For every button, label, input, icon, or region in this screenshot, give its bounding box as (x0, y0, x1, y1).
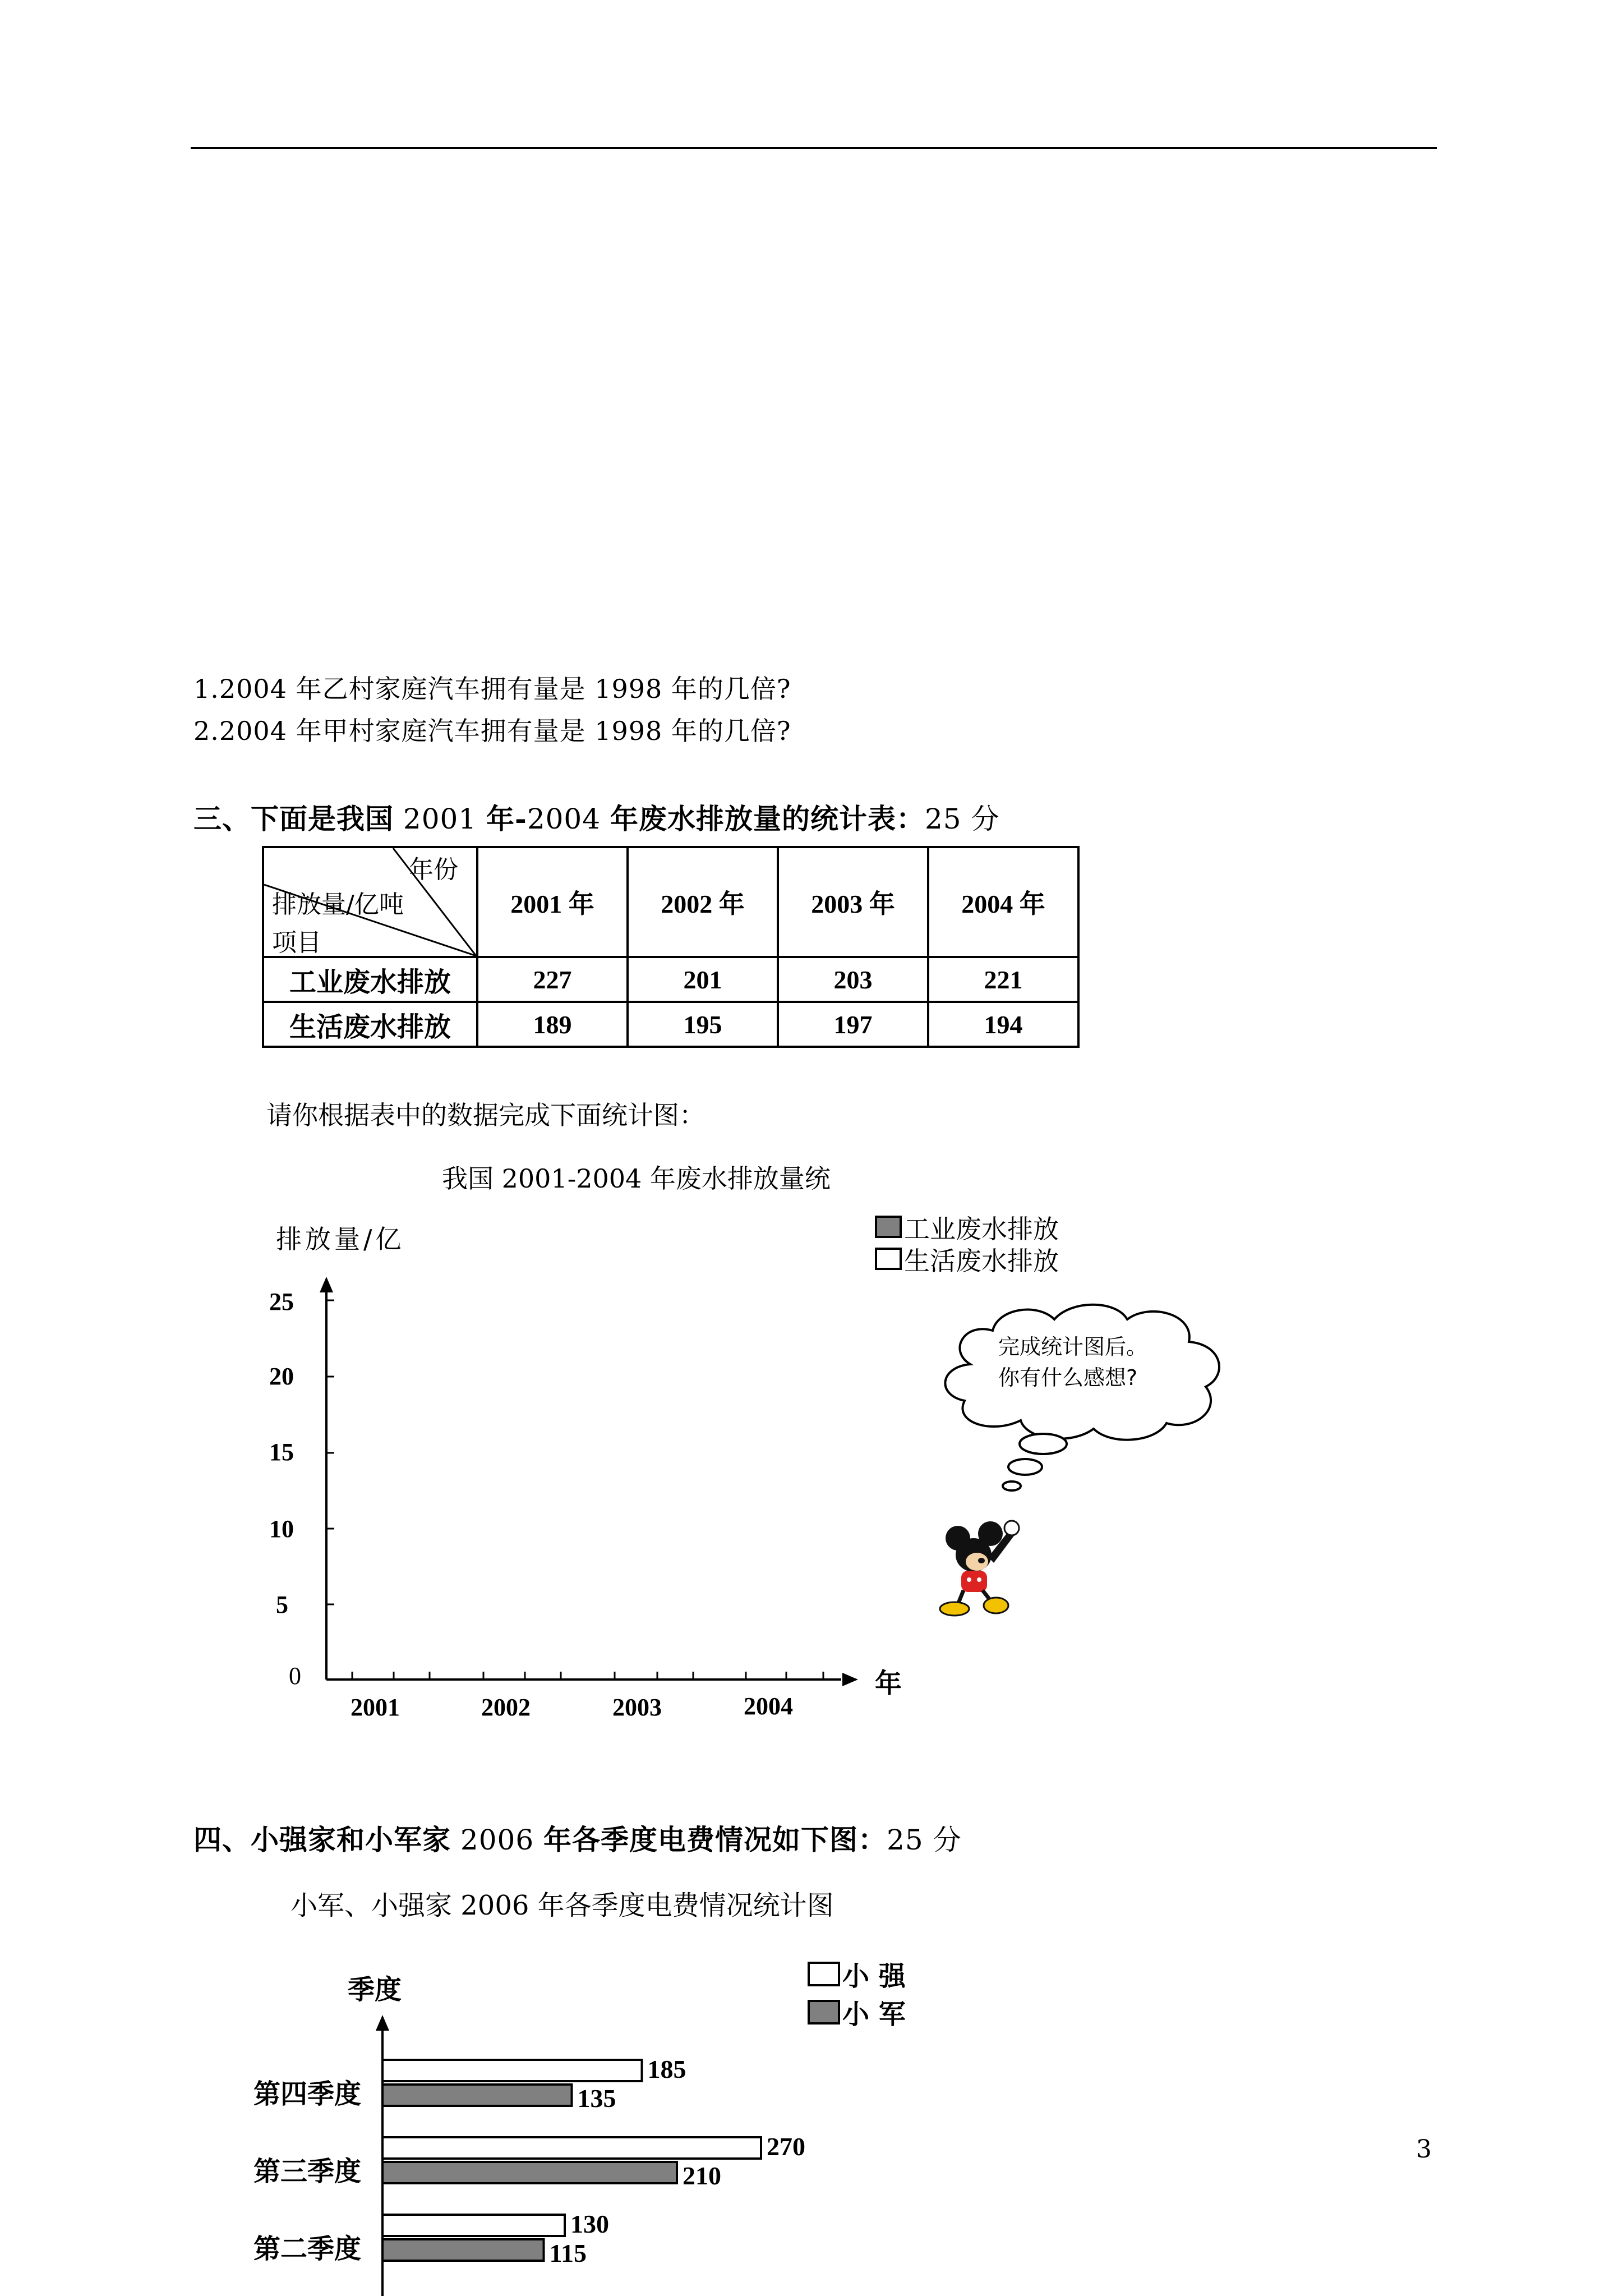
section3-title-prefix: 三、下面是我国 (193, 802, 394, 835)
table-cell: 221 (928, 957, 1078, 1002)
x-axis-unit: 年 (875, 1668, 902, 1699)
x-tick-label: 2001 (351, 1694, 400, 1721)
corner-item-label: 项目 (272, 928, 321, 957)
bar-xiaojun (382, 2239, 544, 2261)
year-header-cell: 2002 年 (628, 847, 778, 957)
section4-title-prefix: 四、小强家和小军家 (193, 1823, 451, 1856)
table-cell: 203 (778, 957, 928, 1002)
category-label: 第二季度 (253, 2233, 362, 2265)
bar-xiaojun (382, 2162, 677, 2183)
year-header-cell: 2001 年 (477, 847, 628, 957)
y-tick-label: 25 (269, 1288, 294, 1315)
bar-value-label: 130 (570, 2210, 609, 2238)
bar-value-label: 210 (683, 2161, 721, 2190)
page-number: 3 (1416, 2135, 1432, 2164)
bar-value-label: 115 (549, 2239, 587, 2267)
row-label-domestic: 生活废水排放 (263, 1002, 477, 1047)
section4-title-suffix: 年各季度电费情况如下图： (543, 1823, 887, 1856)
table-cell: 195 (628, 1002, 778, 1047)
table-cell: 201 (628, 957, 778, 1002)
x-tick-label: 2003 (612, 1694, 662, 1721)
legend-label-domestic: 生活废水排放 (904, 1246, 1059, 1276)
y-tick-label: 15 (269, 1438, 294, 1466)
y-tick-label: 10 (269, 1515, 294, 1543)
bar-value-label: 185 (647, 2055, 686, 2083)
year-header-cell: 2003 年 (778, 847, 928, 957)
table-cell: 197 (778, 1002, 928, 1047)
table-cell: 227 (477, 957, 628, 1002)
chart2-title: 小军、小强家 2006 年各季度电费情况统计图 (291, 1890, 834, 1921)
chart1-y-axis-label: 排放量/亿 (276, 1224, 405, 1254)
y-tick-label: 5 (276, 1591, 288, 1618)
legend-label-industrial: 工业废水排放 (904, 1214, 1059, 1244)
legend-label-xiaoqiang: 小 强 (842, 1961, 906, 1992)
section3-title-suffix: 年废水排放量的统计表： (610, 802, 925, 835)
category-label: 第四季度 (253, 2078, 362, 2110)
question-2: 2.2004 年甲村家庭汽车拥有量是 1998 年的几倍? (193, 716, 791, 746)
chart-instruction: 请你根据表中的数据完成下面统计图： (266, 1100, 705, 1130)
question-1: 1.2004 年乙村家庭汽车拥有量是 1998 年的几倍? (193, 674, 791, 704)
bar-xiaoqiang (382, 2060, 642, 2081)
x-tick-label: 2004 (744, 1692, 793, 1720)
bar-xiaoqiang (382, 2215, 565, 2236)
section3-score: 25 分 (924, 803, 1000, 835)
bar-value-label: 270 (767, 2132, 805, 2161)
chart1-title: 我国 2001-2004 年废水排放量统 (442, 1163, 831, 1194)
row-label-industrial: 工业废水排放 (263, 957, 477, 1002)
y-tick-label-zero: 0 (289, 1662, 301, 1690)
x-tick-label: 2002 (481, 1694, 531, 1721)
y-tick-label: 20 (269, 1363, 294, 1390)
corner-year-label: 年份 (409, 855, 458, 884)
year-header-cell: 2004 年 (928, 847, 1078, 957)
bubble-line-1: 完成统计图后。 (998, 1335, 1148, 1359)
section3-title-mid: 年- (486, 802, 527, 835)
chart2-y-axis-label: 季度 (348, 1974, 402, 2005)
bar-value-label: 135 (577, 2084, 616, 2113)
section4-title-num: 2006 (451, 1824, 544, 1856)
table-cell: 189 (477, 1002, 628, 1047)
bubble-line-2: 你有什么感想? (998, 1365, 1138, 1390)
table-cell: 194 (928, 1002, 1078, 1047)
legend-label-xiaojun: 小 军 (842, 1999, 906, 2030)
chart2-y-axis-arrow (376, 2015, 389, 2031)
section3-title-num2: 2004 (527, 803, 610, 835)
bar-xiaojun (382, 2085, 572, 2106)
section4-score: 25 分 (887, 1824, 962, 1856)
section3-title-num1: 2001 (394, 803, 487, 835)
category-label: 第三季度 (253, 2156, 362, 2187)
corner-amount-label: 排放量/亿吨 (272, 890, 404, 919)
bar-xiaoqiang (382, 2137, 761, 2159)
